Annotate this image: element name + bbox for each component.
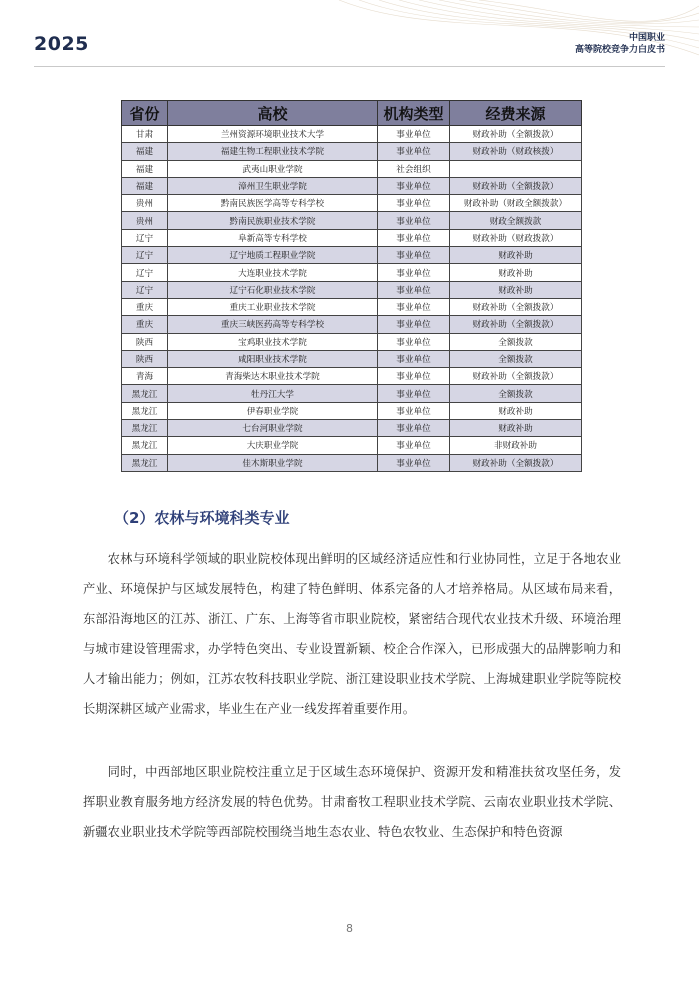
- table-row: [122, 160, 582, 177]
- province-cell: 黑龙江: [122, 454, 168, 471]
- funding-cell: 全额拨款: [450, 385, 582, 402]
- funding-cell: 财政补助（财政拨款）: [450, 229, 582, 246]
- school-cell: 伊春职业学院: [168, 402, 378, 419]
- table-row: [122, 126, 582, 143]
- org-type-cell: 事业单位: [378, 247, 450, 264]
- org-type-cell: 事业单位: [378, 195, 450, 212]
- funding-cell: 全额拨款: [450, 333, 582, 350]
- column-header-school: 高校: [168, 101, 378, 126]
- column-header-province: 省份: [122, 101, 168, 126]
- province-cell: 辽宁: [122, 247, 168, 264]
- org-type-cell: 事业单位: [378, 316, 450, 333]
- province-cell: 重庆: [122, 298, 168, 315]
- school-cell: 黔南民族职业技术学院: [168, 212, 378, 229]
- funding-cell: 非财政补助: [450, 437, 582, 454]
- org-type-cell: 事业单位: [378, 385, 450, 402]
- school-cell: 重庆三峡医药高等专科学校: [168, 316, 378, 333]
- school-cell: 大连职业技术学院: [168, 264, 378, 281]
- table-row: [122, 454, 582, 471]
- org-type-cell: 事业单位: [378, 420, 450, 437]
- school-cell: 阜新高等专科学校: [168, 229, 378, 246]
- table-row: [122, 247, 582, 264]
- table-row: [122, 316, 582, 333]
- brand-title: [575, 32, 665, 56]
- table-row: [122, 143, 582, 160]
- org-type-cell: 事业单位: [378, 350, 450, 367]
- school-cell: 辽宁石化职业技术学院: [168, 281, 378, 298]
- province-cell: 青海: [122, 368, 168, 385]
- province-cell: 陕西: [122, 333, 168, 350]
- paragraph-1: 农林与环境科学领域的职业院校体现出鲜明的区域经济适应性和行业协同性，立足于各地农业产业、环境保护与区域发展特色，构建了特色鲜明、体系完备的人才培养格局。从区域布局来看，东部沿海地区的江苏、浙江、广东、上海等省市职业院校，紧密结合现代农业技术升级、环境治理与城市建设管理需求，办学特色突出、专业设置新颖、校企合作深入，已形成强大的品牌影响力和人才输出能力；例如，江苏农牧科技职业学院、浙江建设职业技术学院、上海城建职业学院等院校长期深耕区域产业需求，毕业生在产业一线发挥着重要作用。: [83, 552, 621, 716]
- paragraph-2: 同时，中西部地区职业院校注重立足于区域生态环境保护、资源开发和精准扶贫攻坚任务，发挥职业教育服务地方经济发展的特色优势。甘肃畜牧工程职业技术学院、云南农业职业技术学院、新疆农业职业技术学院等西部院校围绕当地生态农业、特色农牧业、生态保护和特色资源: [83, 765, 621, 839]
- school-cell: 咸阳职业技术学院: [168, 350, 378, 367]
- table-row: [122, 281, 582, 298]
- funding-cell: 财政补助（全额拨款）: [450, 177, 582, 194]
- province-cell: 陕西: [122, 350, 168, 367]
- funding-cell: 财政补助（全额拨款）: [450, 298, 582, 315]
- funding-cell: 财政补助（全额拨款）: [450, 126, 582, 143]
- org-type-cell: 事业单位: [378, 402, 450, 419]
- table-row: [122, 177, 582, 194]
- province-cell: 黑龙江: [122, 420, 168, 437]
- table-row: [122, 437, 582, 454]
- table-header-row: [122, 101, 582, 126]
- province-cell: 黑龙江: [122, 385, 168, 402]
- funding-cell: 财政补助: [450, 264, 582, 281]
- school-cell: 漳州卫生职业学院: [168, 177, 378, 194]
- org-type-cell: 事业单位: [378, 177, 450, 194]
- province-cell: 福建: [122, 177, 168, 194]
- org-type-cell: 事业单位: [378, 229, 450, 246]
- funding-cell: 财政补助（全额拨款）: [450, 316, 582, 333]
- header-divider: [34, 66, 665, 67]
- org-type-cell: 事业单位: [378, 264, 450, 281]
- table-row: [122, 195, 582, 212]
- province-cell: 重庆: [122, 316, 168, 333]
- column-header-funding: 经费来源: [450, 101, 582, 126]
- org-type-cell: 事业单位: [378, 437, 450, 454]
- funding-cell: 财政补助: [450, 402, 582, 419]
- org-type-cell: 社会组织: [378, 160, 450, 177]
- org-type-cell: 事业单位: [378, 298, 450, 315]
- brand-line-2: 高等院校竞争力白皮书: [574, 45, 665, 55]
- org-type-cell: 事业单位: [378, 454, 450, 471]
- table-row: [122, 385, 582, 402]
- table-row: [122, 298, 582, 315]
- school-cell: 黔南民族医学高等专科学校: [168, 195, 378, 212]
- table-row: [122, 212, 582, 229]
- table-row: [122, 420, 582, 437]
- column-header-org-type: 机构类型: [378, 101, 450, 126]
- table-row: [122, 264, 582, 281]
- brand-line-1: 中国职业: [628, 33, 665, 43]
- school-cell: 佳木斯职业学院: [168, 454, 378, 471]
- province-cell: 辽宁: [122, 229, 168, 246]
- funding-cell: 财政补助: [450, 281, 582, 298]
- org-type-cell: 事业单位: [378, 126, 450, 143]
- school-cell: 牡丹江大学: [168, 385, 378, 402]
- school-cell: 七台河职业学院: [168, 420, 378, 437]
- table-row: [122, 350, 582, 367]
- org-type-cell: 事业单位: [378, 212, 450, 229]
- funding-cell: 财政补助（全额拨款）: [450, 368, 582, 385]
- funding-cell: 财政全额拨款: [450, 212, 582, 229]
- school-cell: 青海柴达木职业技术学院: [168, 368, 378, 385]
- funding-cell: 全额拨款: [450, 350, 582, 367]
- province-cell: 福建: [122, 143, 168, 160]
- table-row: [122, 333, 582, 350]
- funding-cell: 财政补助: [450, 247, 582, 264]
- funding-cell: 财政补助（财政核拨）: [450, 143, 582, 160]
- province-cell: 贵州: [122, 195, 168, 212]
- province-cell: 贵州: [122, 212, 168, 229]
- org-type-cell: 事业单位: [378, 143, 450, 160]
- school-cell: 福建生物工程职业技术学院: [168, 143, 378, 160]
- table-row: [122, 229, 582, 246]
- school-cell: 辽宁地质工程职业学院: [168, 247, 378, 264]
- province-cell: 甘肃: [122, 126, 168, 143]
- funding-cell: 财政补助: [450, 420, 582, 437]
- province-cell: 辽宁: [122, 264, 168, 281]
- funding-cell: 财政补助（财政全额拨款）: [450, 195, 582, 212]
- province-cell: 黑龙江: [122, 402, 168, 419]
- province-cell: 黑龙江: [122, 437, 168, 454]
- page-number: 8: [346, 922, 353, 935]
- school-cell: 兰州资源环境职业技术大学: [168, 126, 378, 143]
- org-type-cell: 事业单位: [378, 333, 450, 350]
- table-row: [122, 368, 582, 385]
- province-cell: 福建: [122, 160, 168, 177]
- school-cell: 重庆工业职业技术学院: [168, 298, 378, 315]
- year-label: 2025: [34, 33, 89, 55]
- university-table: [121, 100, 582, 472]
- school-cell: 宝鸡职业技术学院: [168, 333, 378, 350]
- funding-cell: 财政补助（全额拨款）: [450, 454, 582, 471]
- school-cell: 大庆职业学院: [168, 437, 378, 454]
- school-cell: 武夷山职业学院: [168, 160, 378, 177]
- section-title: （2）农林与环境科类专业: [114, 509, 290, 527]
- org-type-cell: 事业单位: [378, 368, 450, 385]
- funding-cell: [450, 160, 582, 177]
- province-cell: 辽宁: [122, 281, 168, 298]
- org-type-cell: 事业单位: [378, 281, 450, 298]
- table-row: [122, 402, 582, 419]
